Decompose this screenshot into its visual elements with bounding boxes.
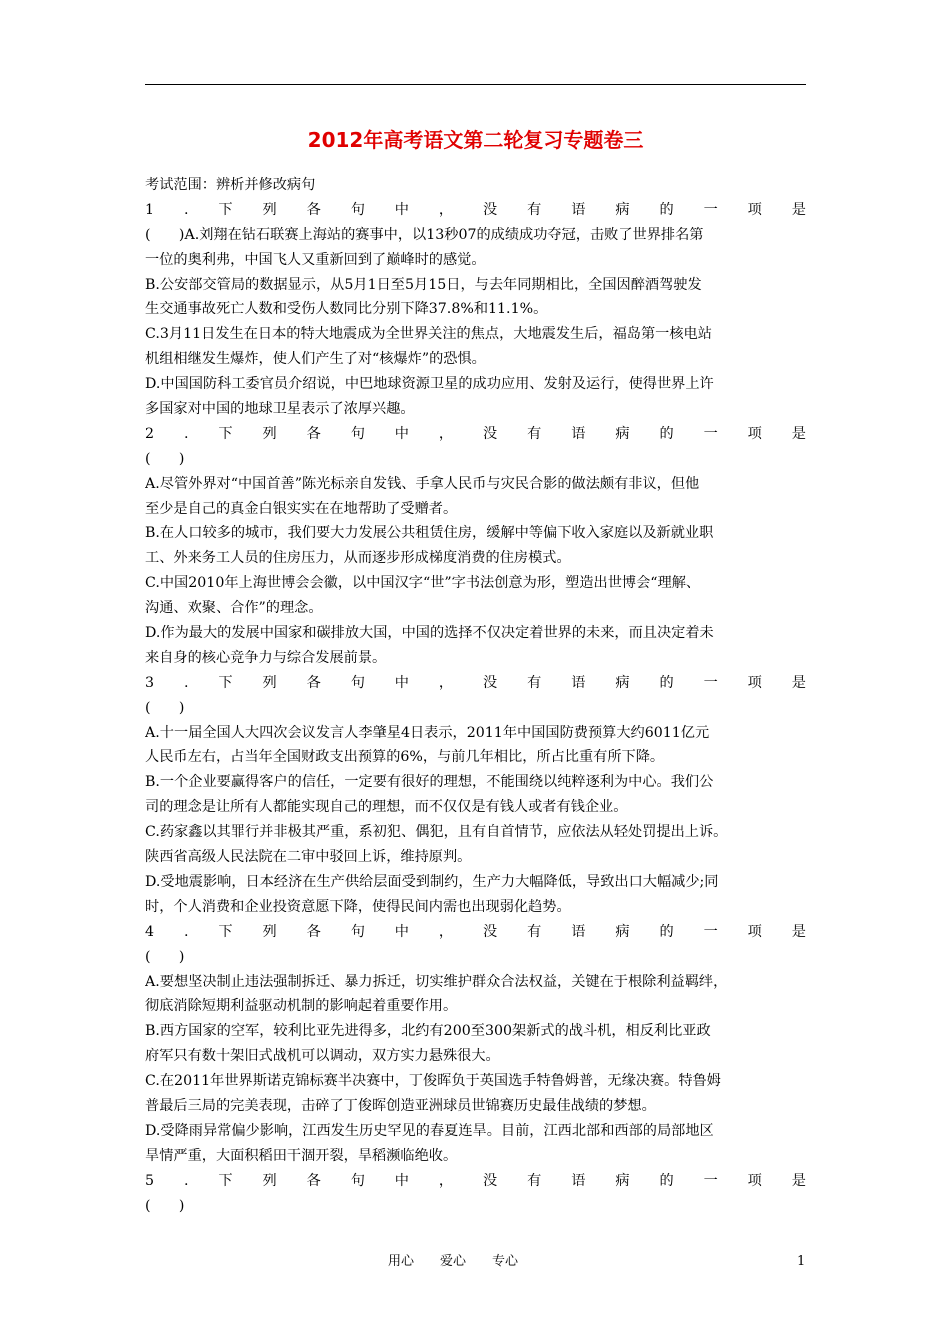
stem-char: 下 (218, 674, 233, 691)
stem-char: 项 (747, 201, 762, 218)
question-text-line: A.尽管外界对“中国首善”陈光标亲自发钱、手拿人民币与灾民合影的做法颇有非议，但他 (145, 475, 700, 492)
stem-char: 列 (262, 923, 277, 940)
question-stem (145, 1169, 806, 1194)
question-text-line: 生交通事故死亡人数和受伤人数同比分别下降37.8%和11.1%。 (145, 301, 548, 318)
question-text-line: 时，个人消费和企业投资意愿下降，使得民间内需也出现弱化趋势。 (145, 898, 571, 915)
stem-char: 项 (747, 425, 762, 442)
question-text-line: D.中国国防科工委官员介绍说，中巴地球资源卫星的成功应用、发射及运行，使得世界上许 (145, 376, 714, 393)
question-text-line: B.西方国家的空军，较利比亚先进得多，北约有200至300架新式的战斗机，相反利比亚政 (145, 1023, 711, 1040)
stem-char: ， (438, 674, 454, 691)
question-4 (145, 920, 806, 1169)
stem-char: 中 (394, 1172, 409, 1189)
stem-char: 没 (483, 1172, 498, 1189)
stem-char: 下 (218, 1172, 233, 1189)
stem-char: 列 (262, 201, 277, 218)
question-stem (145, 198, 806, 223)
stem-char: 是 (791, 1172, 806, 1189)
stem-char: 没 (483, 674, 498, 691)
stem-char: 各 (306, 674, 321, 691)
question-1 (145, 198, 806, 422)
question-stem (145, 671, 806, 696)
stem-char: 有 (527, 674, 542, 691)
question-text-line: 府军只有数十架旧式战机可以调动，双方实力悬殊很大。 (145, 1048, 500, 1065)
question-text-line: C.3月11日发生在日本的特大地震成为全世界关注的焦点，大地震发生后，福岛第一核电站 (145, 326, 712, 343)
question-text-line: 来自身的核心竞争力与综合发展前景。 (145, 649, 387, 666)
stem-char: 语 (571, 1172, 586, 1189)
stem-char: 没 (483, 923, 498, 940)
question-text-line: 沟通、欢聚、合作”的理念。 (145, 600, 323, 617)
question-text-line: D.作为最大的发展中国家和碳排放大国，中国的选择不仅决定着世界的未来，而且决定着未 (145, 625, 714, 642)
stem-char: 的 (659, 1172, 674, 1189)
stem-char: 是 (791, 425, 806, 442)
stem-char: 句 (350, 201, 365, 218)
question-text-line: C.药家鑫以其罪行并非极其严重，系初犯、偶犯，且有自首情节，应依法从轻处罚提出上诉。 (145, 824, 728, 841)
stem-char: 列 (262, 674, 277, 691)
question-stem (145, 422, 806, 447)
stem-char: 5 (145, 1172, 155, 1189)
stem-char: 的 (659, 201, 674, 218)
stem-char: 3 (145, 674, 155, 691)
question-text-line: B.在人口较多的城市，我们要大力发展公共租赁住房，缓解中等偏下收入家庭以及新就业职 (145, 525, 714, 542)
stem-char: ， (438, 425, 454, 442)
stem-char: 病 (615, 1172, 630, 1189)
question-text-line: ( ) (145, 450, 185, 467)
stem-char: . (183, 923, 189, 940)
stem-char: 句 (350, 674, 365, 691)
stem-char: 项 (747, 923, 762, 940)
stem-char: 句 (350, 923, 365, 940)
stem-char: 是 (791, 674, 806, 691)
stem-char: 有 (527, 923, 542, 940)
question-text-line: ( ) (145, 1197, 185, 1214)
stem-char: 句 (350, 425, 365, 442)
question-text-line: ( )A.刘翔在钻石联赛上海站的赛事中，以13秒07的成绩成功夺冠，击败了世界排名第 (145, 226, 704, 243)
question-text-line: D.受降雨异常偏少影响，江西发生历史罕见的春夏连旱。目前，江西北部和西部的局部地区 (145, 1122, 714, 1139)
exam-scope: 考试范围：辨析并修改病句 (145, 177, 316, 193)
question-stem (145, 920, 806, 945)
stem-char: 各 (306, 923, 321, 940)
stem-char: 句 (350, 1172, 365, 1189)
stem-char: 是 (791, 201, 806, 218)
question-text-line: ( ) (145, 948, 185, 965)
footer-text: 用心 爱心 专心 (388, 1254, 519, 1269)
question-text-line: ( ) (145, 699, 185, 716)
stem-char: 下 (218, 201, 233, 218)
question-text-line: 一位的奥利弗，中国飞人又重新回到了巅峰时的感觉。 (145, 251, 486, 268)
question-text-line: D.受地震影响，日本经济在生产供给层面受到制约，生产力大幅降低，导致出口大幅减少;同 (145, 873, 719, 890)
question-text-line: 陕西省高级人民法院在二审中驳回上诉，维持原判。 (145, 849, 472, 866)
document-body (145, 173, 806, 1218)
stem-char: 有 (527, 201, 542, 218)
stem-char: 一 (703, 425, 718, 442)
stem-char: 没 (483, 201, 498, 218)
stem-char: 没 (483, 425, 498, 442)
question-text-line: 工、外来务工人员的住房压力，从而逐步形成梯度消费的住房模式。 (145, 550, 571, 567)
question-5 (145, 1169, 806, 1219)
stem-char: 2 (145, 425, 155, 442)
stem-char: 一 (703, 1172, 718, 1189)
stem-char: 一 (703, 674, 718, 691)
stem-char: 各 (306, 201, 321, 218)
question-text-line: 多国家对中国的地球卫星表示了浓厚兴趣。 (145, 401, 415, 418)
stem-char: 病 (615, 425, 630, 442)
stem-char: 语 (571, 201, 586, 218)
stem-char: 是 (791, 923, 806, 940)
question-text-line: 人民币左右，占当年全国财政支出预算的6%，与前几年相比，所占比重有所下降。 (145, 749, 665, 766)
stem-char: 各 (306, 1172, 321, 1189)
stem-char: . (183, 201, 189, 218)
stem-char: 4 (145, 923, 155, 940)
stem-char: 一 (703, 923, 718, 940)
stem-char: 下 (218, 425, 233, 442)
question-text-line: 普最后三局的完美表现，击碎了丁俊晖创造亚洲球员世锦赛历史最佳战绩的梦想。 (145, 1097, 656, 1114)
question-2 (145, 422, 806, 671)
question-text-line: 旱情严重，大面积稻田干涸开裂，旱稻濒临绝收。 (145, 1147, 458, 1164)
header-rule (145, 84, 806, 85)
stem-char: ， (438, 201, 454, 218)
stem-char: . (183, 1172, 189, 1189)
stem-char: 病 (615, 674, 630, 691)
stem-char: 语 (571, 425, 586, 442)
stem-char: 一 (703, 201, 718, 218)
stem-char: 有 (527, 425, 542, 442)
stem-char: 1 (145, 201, 155, 218)
question-text-line: A.十一届全国人大四次会议发言人李肇星4日表示，2011年中国国防费预算大约6011亿元 (145, 724, 710, 741)
stem-char: 语 (571, 923, 586, 940)
question-text-line: C.中国2010年上海世博会会徽，以中国汉字“世”字书法创意为形，塑造出世博会“理解、 (145, 575, 701, 592)
stem-char: 各 (306, 425, 321, 442)
stem-char: 病 (615, 201, 630, 218)
stem-char: . (183, 425, 189, 442)
stem-char: 列 (262, 425, 277, 442)
stem-char: 项 (747, 674, 762, 691)
document-title: 2012年高考语文第二轮复习专题卷三 (307, 128, 644, 152)
stem-char: 病 (615, 923, 630, 940)
stem-char: 列 (262, 1172, 277, 1189)
question-text-line: B.公安部交管局的数据显示，从5月1日至5月15日，与去年同期相比，全国因醉酒驾驶发 (145, 276, 702, 293)
question-text-line: 机组相继发生爆炸，使人们产生了对“核爆炸”的恐惧。 (145, 351, 486, 368)
stem-char: 的 (659, 923, 674, 940)
stem-char: 语 (571, 674, 586, 691)
question-text-line: 彻底消除短期利益驱动机制的影响起着重要作用。 (145, 998, 458, 1015)
stem-char: ， (438, 1172, 454, 1189)
question-3 (145, 671, 806, 920)
question-text-line: A.要想坚决制止违法强制拆迁、暴力拆迁，切实维护群众合法权益，关键在于根除利益羁绊， (145, 973, 728, 990)
question-text-line: 司的理念是让所有人都能实现自己的理想，而不仅仅是有钱人或者有钱企业。 (145, 799, 628, 816)
stem-char: 中 (394, 674, 409, 691)
question-text-line: B.一个企业要赢得客户的信任，一定要有很好的理想，不能围绕以纯粹逐利为中心。我们公 (145, 774, 714, 791)
stem-char: 项 (747, 1172, 762, 1189)
stem-char: 下 (218, 923, 233, 940)
stem-char: 有 (527, 1172, 542, 1189)
page-footer (0, 1252, 950, 1272)
question-text-line: C.在2011年世界斯诺克锦标赛半决赛中，丁俊晖负于英国选手特鲁姆普，无缘决赛。特鲁姆 (145, 1073, 721, 1090)
stem-char: . (183, 674, 189, 691)
page-number: 1 (797, 1254, 806, 1269)
stem-char: ， (438, 923, 454, 940)
stem-char: 的 (659, 425, 674, 442)
question-text-line: 至少是自己的真金白银实实在在地帮助了受赠者。 (145, 500, 458, 517)
stem-char: 的 (659, 674, 674, 691)
stem-char: 中 (394, 923, 409, 940)
stem-char: 中 (394, 201, 409, 218)
stem-char: 中 (394, 425, 409, 442)
